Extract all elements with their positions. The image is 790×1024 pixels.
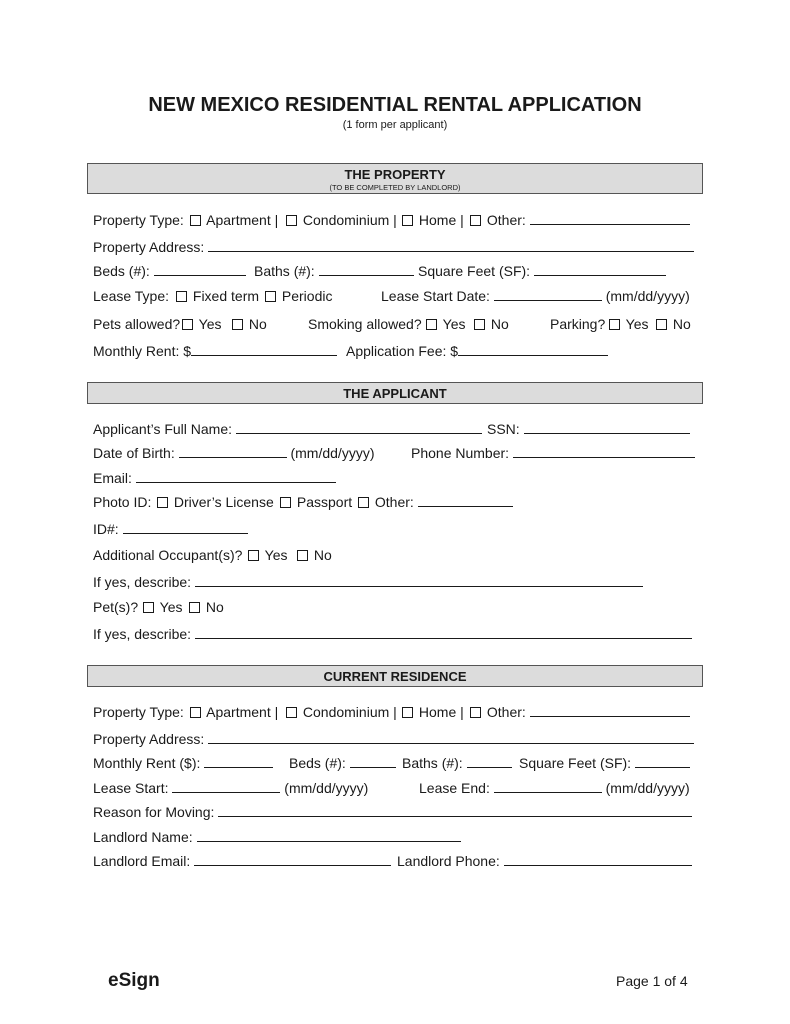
condominium-option-label: Condominium | xyxy=(302,212,397,228)
smoking-no-label: No xyxy=(490,316,509,332)
home-option-label: Home | xyxy=(418,704,464,720)
baths-label: Baths (#): xyxy=(254,263,315,279)
photo-id-label: Photo ID: xyxy=(93,494,152,510)
date-format-hint: (mm/dd/yyyy) xyxy=(605,288,690,304)
section-title: THE PROPERTY xyxy=(344,167,446,182)
property-address-label: Property Address: xyxy=(93,239,205,255)
residence-address-field[interactable] xyxy=(208,729,694,744)
pets-yes-checkbox[interactable] xyxy=(143,602,154,613)
residence-lease-start-label: Lease Start: xyxy=(93,780,169,796)
property-type-label: Property Type: xyxy=(93,212,184,228)
other-checkbox[interactable] xyxy=(470,215,481,226)
passport-label: Passport xyxy=(296,494,353,510)
parking-yes-label: Yes xyxy=(625,316,649,332)
other-id-checkbox[interactable] xyxy=(358,497,369,508)
reason-row xyxy=(93,802,703,822)
periodic-label: Periodic xyxy=(281,288,333,304)
occupants-no-label: No xyxy=(313,547,332,563)
email-label: Email: xyxy=(93,470,132,486)
document-title: NEW MEXICO RESIDENTIAL RENTAL APPLICATION xyxy=(148,94,642,116)
home-checkbox[interactable] xyxy=(402,215,413,226)
monthly-rent-label: Monthly Rent: $ xyxy=(93,343,192,359)
pets-no-label: No xyxy=(205,599,224,615)
date-format-hint: (mm/dd/yyyy) xyxy=(284,780,369,796)
id-number-row xyxy=(93,519,703,539)
pets-describe-field[interactable] xyxy=(195,624,692,639)
residence-type-row xyxy=(93,702,703,722)
document-subtitle: (1 form per applicant) xyxy=(342,119,448,131)
residence-beds-field[interactable] xyxy=(350,753,396,768)
landlord-name-row xyxy=(93,827,703,847)
email-field[interactable] xyxy=(136,468,336,483)
occupants-label: Additional Occupant(s)? xyxy=(93,547,243,563)
landlord-phone-label: Landlord Phone: xyxy=(397,853,500,869)
residence-rent-field[interactable] xyxy=(204,753,273,768)
phone-field[interactable] xyxy=(513,443,695,458)
property-type-row xyxy=(93,210,703,230)
fixed-term-checkbox[interactable] xyxy=(176,291,187,302)
beds-label: Beds (#): xyxy=(93,263,150,279)
date-format-hint: (mm/dd/yyyy) xyxy=(290,445,375,461)
residence-lease-row xyxy=(93,778,703,798)
section-title: CURRENT RESIDENCE xyxy=(323,669,467,684)
fixed-term-label: Fixed term xyxy=(192,288,260,304)
pets-label: Pet(s)? xyxy=(93,599,139,615)
pets-describe-label: If yes, describe: xyxy=(93,626,192,642)
other-checkbox[interactable] xyxy=(470,707,481,718)
lease-start-label: Lease Start Date: xyxy=(381,288,490,304)
dob-row xyxy=(93,443,703,463)
photo-id-row xyxy=(93,492,703,512)
condominium-checkbox[interactable] xyxy=(286,707,297,718)
pets-yes-label: Yes xyxy=(159,599,183,615)
passport-checkbox[interactable] xyxy=(280,497,291,508)
date-format-hint: (mm/dd/yyyy) xyxy=(605,780,690,796)
apartment-checkbox[interactable] xyxy=(190,707,201,718)
pets-yes-checkbox[interactable] xyxy=(182,319,193,330)
lease-type-row xyxy=(93,286,703,306)
monthly-rent-field[interactable] xyxy=(191,341,337,356)
full-name-label: Applicant’s Full Name: xyxy=(93,421,233,437)
dob-field[interactable] xyxy=(179,443,287,458)
landlord-contact-row xyxy=(93,851,703,871)
other-id-field[interactable] xyxy=(418,492,513,507)
application-fee-label: Application Fee: $ xyxy=(346,343,459,359)
pets-describe-row xyxy=(93,624,703,644)
residence-type-label: Property Type: xyxy=(93,704,184,720)
condominium-checkbox[interactable] xyxy=(286,215,297,226)
pets-yes-label: Yes xyxy=(198,316,222,332)
residence-baths-label: Baths (#): xyxy=(402,755,463,771)
residence-lease-start-field[interactable] xyxy=(172,778,280,793)
landlord-name-field[interactable] xyxy=(197,827,461,842)
other-option-label: Other: xyxy=(486,704,526,720)
drivers-license-label: Driver’s License xyxy=(173,494,274,510)
fees-row xyxy=(93,341,703,361)
occupants-yes-label: Yes xyxy=(264,547,288,563)
occupants-describe-row xyxy=(93,572,703,592)
apartment-option-label: Apartment | xyxy=(206,704,279,720)
id-number-field[interactable] xyxy=(123,519,248,534)
residence-lease-end-field[interactable] xyxy=(494,778,602,793)
id-number-label: ID#: xyxy=(93,521,119,537)
residence-sqft-field[interactable] xyxy=(635,753,690,768)
parking-yes-checkbox[interactable] xyxy=(609,319,620,330)
pets-row xyxy=(93,597,703,617)
condominium-option-label: Condominium | xyxy=(302,704,397,720)
section-header-residence xyxy=(87,665,703,687)
residence-details-row xyxy=(93,753,703,773)
parking-no-checkbox[interactable] xyxy=(656,319,667,330)
smoking-yes-label: Yes xyxy=(442,316,466,332)
home-checkbox[interactable] xyxy=(402,707,413,718)
ssn-label: SSN: xyxy=(487,421,520,437)
apartment-option-label: Apartment | xyxy=(206,212,279,228)
smoking-allowed-label: Smoking allowed? xyxy=(308,316,422,332)
esign-logo: eSign xyxy=(108,970,160,991)
lease-start-field[interactable] xyxy=(494,286,602,301)
square-feet-field[interactable] xyxy=(534,261,666,276)
occupants-yes-checkbox[interactable] xyxy=(248,550,259,561)
other-id-label: Other: xyxy=(374,494,414,510)
residence-baths-field[interactable] xyxy=(467,753,512,768)
residence-rent-label: Monthly Rent ($): xyxy=(93,755,201,771)
landlord-phone-field[interactable] xyxy=(504,851,692,866)
square-feet-label: Square Feet (SF): xyxy=(418,263,531,279)
property-size-row xyxy=(93,261,703,281)
section-subtitle: (TO BE COMPLETED BY LANDLORD) xyxy=(329,183,461,192)
permissions-row xyxy=(93,314,703,334)
occupants-describe-label: If yes, describe: xyxy=(93,574,192,590)
residence-beds-label: Beds (#): xyxy=(289,755,346,771)
occupants-no-checkbox[interactable] xyxy=(297,550,308,561)
property-address-row xyxy=(93,237,703,257)
lease-type-label: Lease Type: xyxy=(93,288,170,304)
reason-label: Reason for Moving: xyxy=(93,804,215,820)
applicant-name-row xyxy=(93,419,703,439)
pets-allowed-label: Pets allowed? xyxy=(93,316,181,332)
reason-field[interactable] xyxy=(218,802,692,817)
email-row xyxy=(93,468,703,488)
residence-address-label: Property Address: xyxy=(93,731,205,747)
parking-label: Parking? xyxy=(550,316,606,332)
residence-address-row xyxy=(93,729,703,749)
pets-no-checkbox[interactable] xyxy=(189,602,200,613)
ssn-field[interactable] xyxy=(524,419,690,434)
pets-no-checkbox[interactable] xyxy=(232,319,243,330)
property-address-field[interactable] xyxy=(208,237,694,252)
occupants-row xyxy=(93,545,703,565)
residence-lease-end-label: Lease End: xyxy=(419,780,490,796)
section-title: THE APPLICANT xyxy=(343,386,447,401)
periodic-checkbox[interactable] xyxy=(265,291,276,302)
occupants-describe-field[interactable] xyxy=(195,572,643,587)
residence-sqft-label: Square Feet (SF): xyxy=(519,755,632,771)
section-header-property xyxy=(87,163,703,194)
landlord-email-label: Landlord Email: xyxy=(93,853,191,869)
pets-no-label: No xyxy=(248,316,267,332)
landlord-email-field[interactable] xyxy=(194,851,391,866)
drivers-license-checkbox[interactable] xyxy=(157,497,168,508)
apartment-checkbox[interactable] xyxy=(190,215,201,226)
other-type-field[interactable] xyxy=(530,702,690,717)
phone-label: Phone Number: xyxy=(411,445,510,461)
dob-label: Date of Birth: xyxy=(93,445,175,461)
other-type-field[interactable] xyxy=(530,210,690,225)
home-option-label: Home | xyxy=(418,212,464,228)
application-fee-field[interactable] xyxy=(458,341,608,356)
full-name-field[interactable] xyxy=(236,419,482,434)
beds-field[interactable] xyxy=(154,261,246,276)
section-header-applicant xyxy=(87,382,703,404)
other-option-label: Other: xyxy=(486,212,526,228)
baths-field[interactable] xyxy=(319,261,414,276)
landlord-name-label: Landlord Name: xyxy=(93,829,193,845)
smoking-no-checkbox[interactable] xyxy=(474,319,485,330)
smoking-yes-checkbox[interactable] xyxy=(426,319,437,330)
parking-no-label: No xyxy=(672,316,691,332)
page-number: Page 1 of 4 xyxy=(616,973,688,989)
